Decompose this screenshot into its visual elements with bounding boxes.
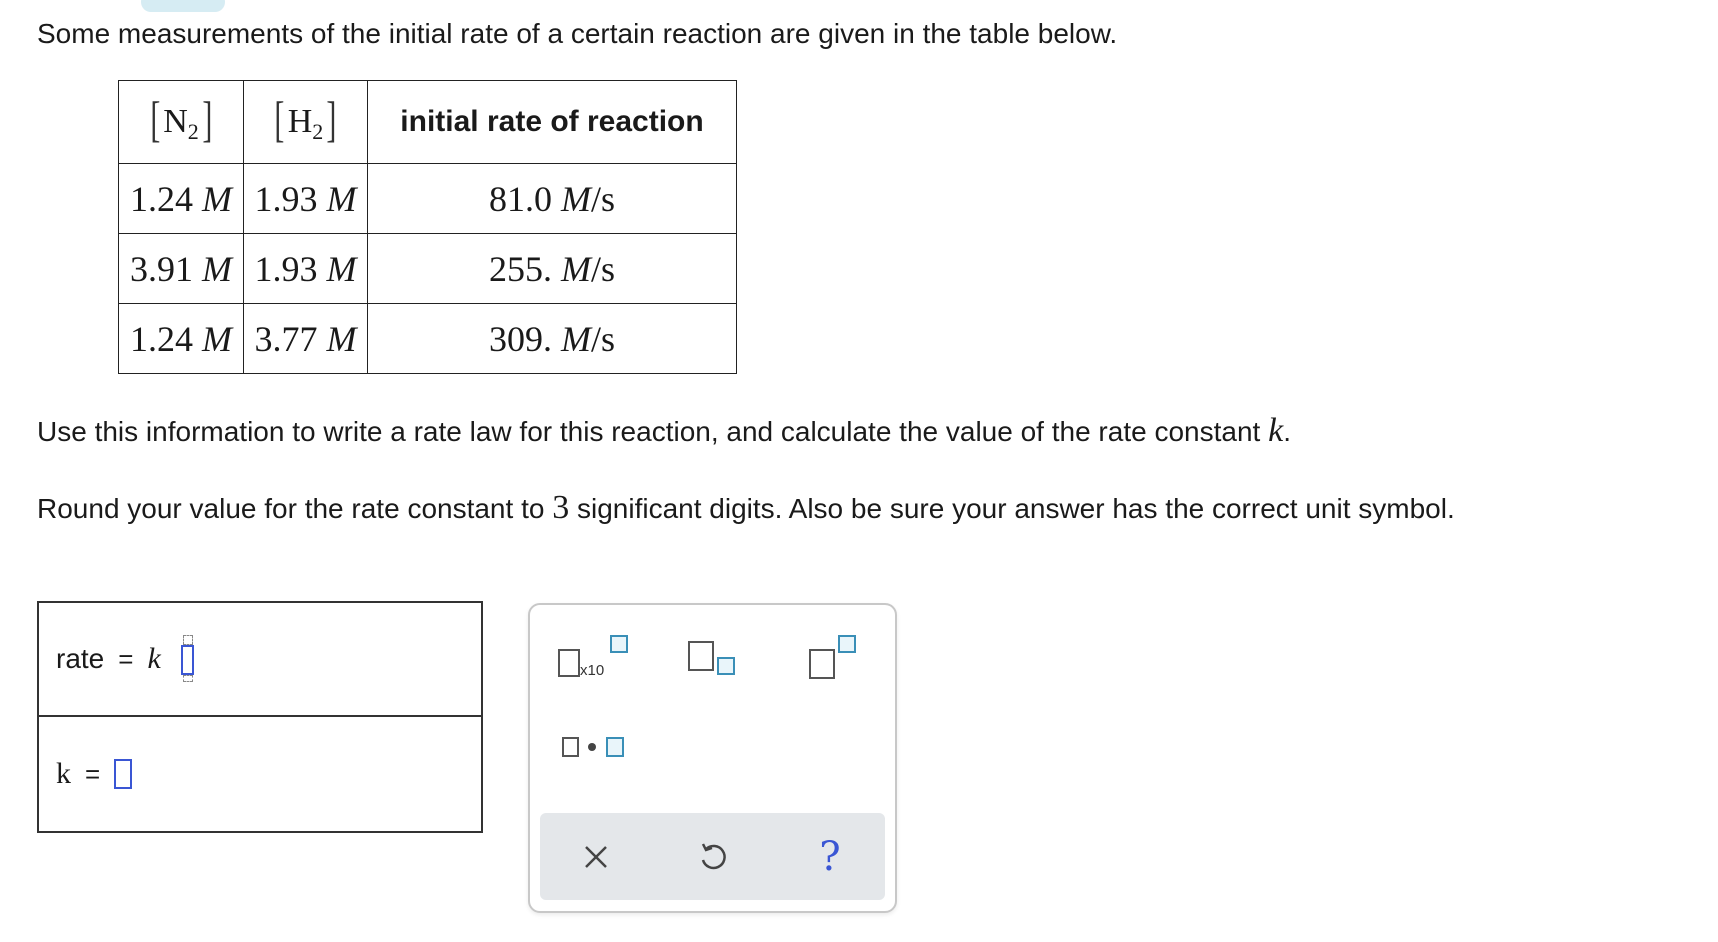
close-icon[interactable] xyxy=(570,831,622,883)
rate-equals: = xyxy=(118,643,134,674)
superscript-button[interactable] xyxy=(809,635,861,685)
k-value-row xyxy=(39,717,481,831)
table-header-row xyxy=(119,81,737,164)
action-bar xyxy=(540,813,885,900)
undo-icon[interactable] xyxy=(687,831,739,883)
multiply-dot-button[interactable] xyxy=(562,733,632,763)
superscript-slot[interactable] xyxy=(183,635,193,645)
rate-constant-symbol: k xyxy=(1268,412,1284,449)
rate-law-input-box[interactable] xyxy=(181,645,194,675)
rate-label: rate xyxy=(56,643,105,674)
rate-law-row xyxy=(39,603,481,717)
cell-rate: 81.0 M/s xyxy=(368,164,737,234)
instruction-text: Use this information to write a rate law for this reaction, and calculate the value of the rate constant k. xyxy=(37,412,1291,449)
measurements-table xyxy=(118,80,737,374)
cell-rate: 255. M/s xyxy=(368,234,737,304)
cell-n2: 1.24 M xyxy=(119,304,244,374)
x10-label: x10 xyxy=(580,662,605,679)
header-n2-species: N xyxy=(163,103,188,140)
k-value-input[interactable] xyxy=(114,759,132,789)
math-keypad xyxy=(528,603,897,913)
help-icon[interactable]: ? xyxy=(819,834,841,880)
k-equals: = xyxy=(85,758,101,789)
cell-n2: 1.24 M xyxy=(119,164,244,234)
rate-k-symbol: k xyxy=(147,642,161,675)
answer-box xyxy=(37,601,483,833)
header-h2: [ H 2 ] xyxy=(244,81,368,164)
sig-digits-number: 3 xyxy=(552,489,570,526)
header-n2: [ N 2 ] xyxy=(119,81,244,164)
rounding-text: Round your value for the rate constant to 3 significant digits. Also be sure your answer has the correct unit symbol. xyxy=(37,489,1455,526)
table-row xyxy=(119,234,737,304)
header-h2-subscript: 2 xyxy=(312,119,324,144)
cell-h2: 3.77 M xyxy=(244,304,368,374)
cell-h2: 1.93 M xyxy=(244,164,368,234)
subscript-slot[interactable] xyxy=(183,675,193,682)
table-row xyxy=(119,164,737,234)
top-tab-indicator xyxy=(141,0,225,12)
rate-law-input[interactable] xyxy=(177,641,201,677)
intro-text xyxy=(37,18,1117,50)
subscript-button[interactable] xyxy=(688,635,740,685)
intro-sentence: Some measurements of the initial rate of a certain reaction are given in the table below. xyxy=(37,18,1118,49)
header-n2-subscript: 2 xyxy=(187,119,199,144)
scientific-notation-button[interactable] xyxy=(558,635,628,685)
header-h2-species: H xyxy=(287,103,313,140)
cell-rate: 309. M/s xyxy=(368,304,737,374)
cell-n2: 3.91 M xyxy=(119,234,244,304)
k-label: k xyxy=(56,757,71,790)
header-rate: initial rate of reaction xyxy=(368,81,737,164)
table-row xyxy=(119,304,737,374)
cell-h2: 1.93 M xyxy=(244,234,368,304)
